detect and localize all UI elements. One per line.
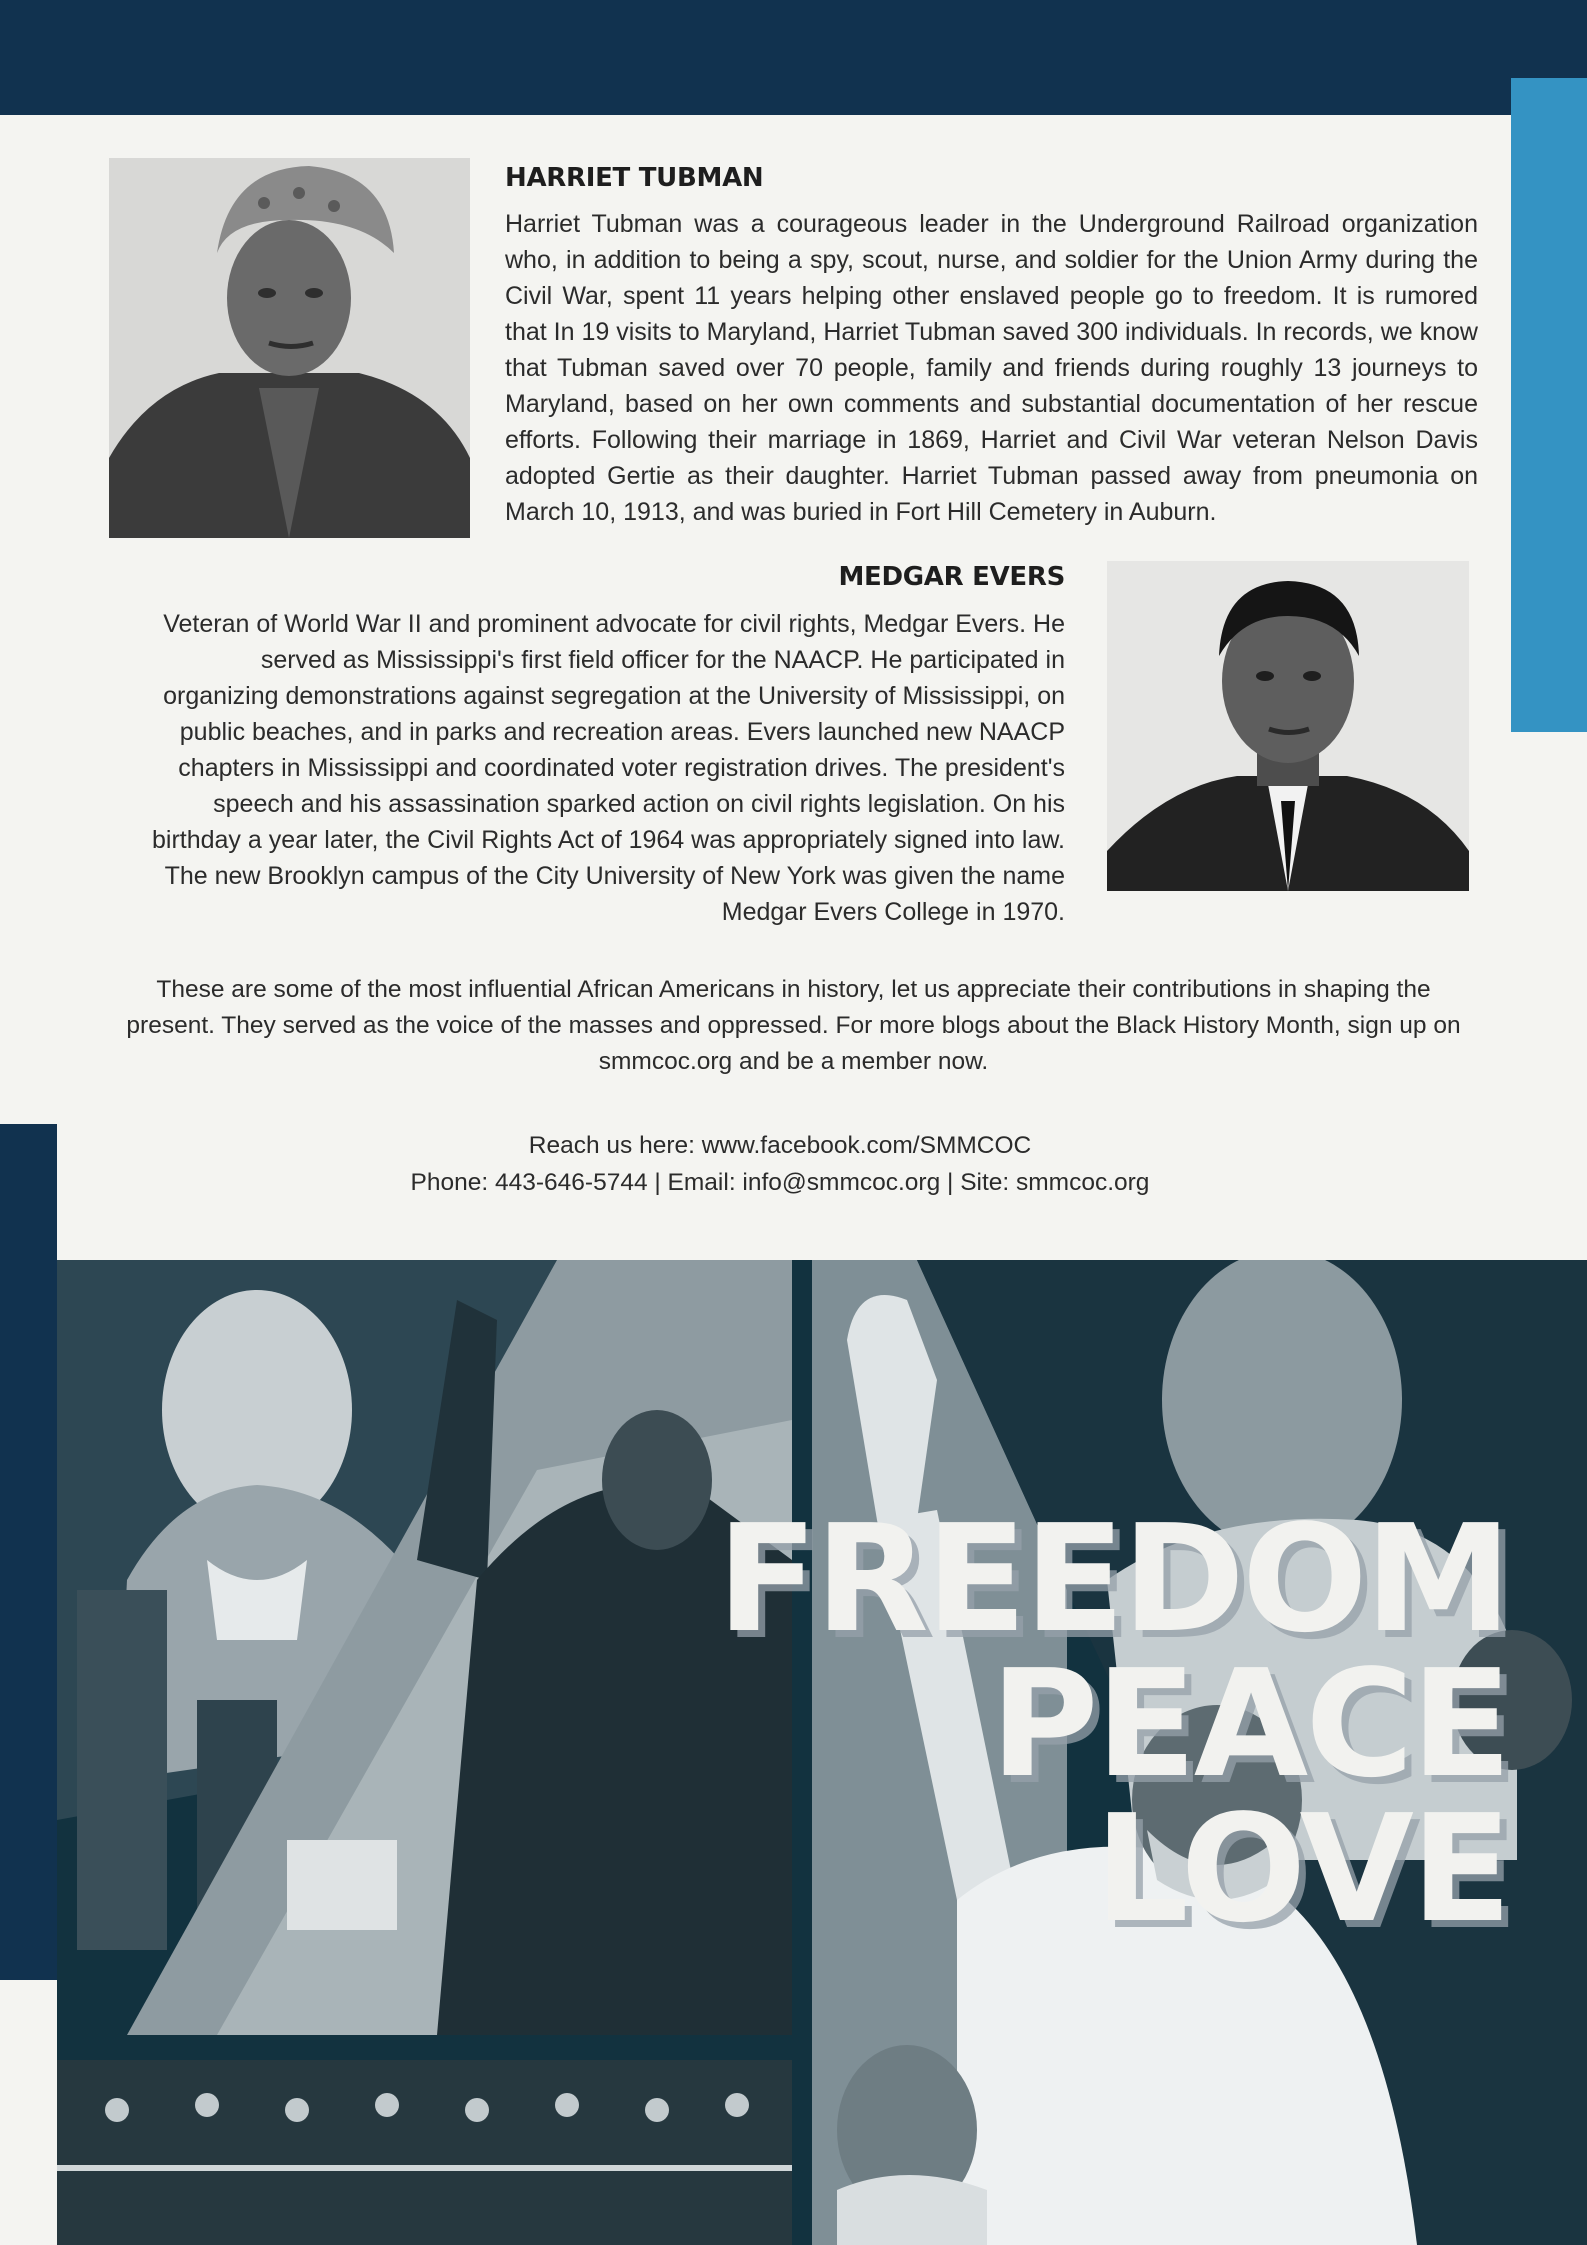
slogan-love: LOVE [1094,1783,1509,1955]
contact-block [300,1127,1260,1201]
slogan-peace: PEACE [990,1638,1509,1810]
header-band [0,0,1587,115]
slogan-freedom: FREEDOM [716,1493,1509,1665]
navy-accent-bar [0,1124,57,1980]
closing-paragraph: These are some of the most influential African Americans in history, let us appreciate their contributions in shaping the present. They served as the voice of the masses and oppressed. For more blogs about the Black History Month, sign up on smmcoc.org and be a member now. [126,976,1461,1075]
tubman-heading: HARRIET TUBMAN [505,163,764,193]
tubman-bio: Harriet Tubman was a courageous leader in the Underground Railroad organization who, in addition to being a spy, scout, nurse, and soldier for the Union Army during the Civil War, spent 11 years helping other enslaved people go to freedom. It is rumored that In 19 visits to Maryland, Harriet Tubman saved 300 individuals. In records, we know that Tubman saved over 70 people, family and friends during roughly 13 journeys to Maryland, based on her own comments and substantial documentation of her rescue efforts. Following their marriage in 1869, Harriet and Civil War veteran Nelson Davis adopted Gertie as their daughter. Harriet Tubman passed away from pneumonia on March 10, 1913, and was buried in Fort Hill Cemetery in Auburn. [505,210,1478,526]
blue-accent-bar [1511,78,1587,732]
medgar-evers-portrait [1107,561,1469,891]
evers-bio: Veteran of World War II and prominent advocate for civil rights, Medgar Evers. He served as Mississippi's first field officer for the NAACP. He participated in organizing demonstrations against segregation at the University of Mississippi, on public beaches, and in parks and recreation areas. Evers launched new NAACP chapters in Mississippi and coordinated voter registration drives. The president's speech and his assassination sparked action on civil rights legislation. On his birthday a year later, the Civil Rights Act of 1964 was appropriately signed into law. The new Brooklyn campus of the City University of New York was given the name Medgar Evers College in 1970. [151,610,1065,926]
evers-heading: MEDGAR EVERS [838,562,1065,592]
facebook-line: Reach us here: www.facebook.com/SMMCOC [528,1132,1032,1159]
harriet-tubman-portrait [109,158,470,538]
contact-details-line: Phone: 443-646-5744 | Email: info@smmcoc.org | Site: smmcoc.org [410,1169,1150,1196]
